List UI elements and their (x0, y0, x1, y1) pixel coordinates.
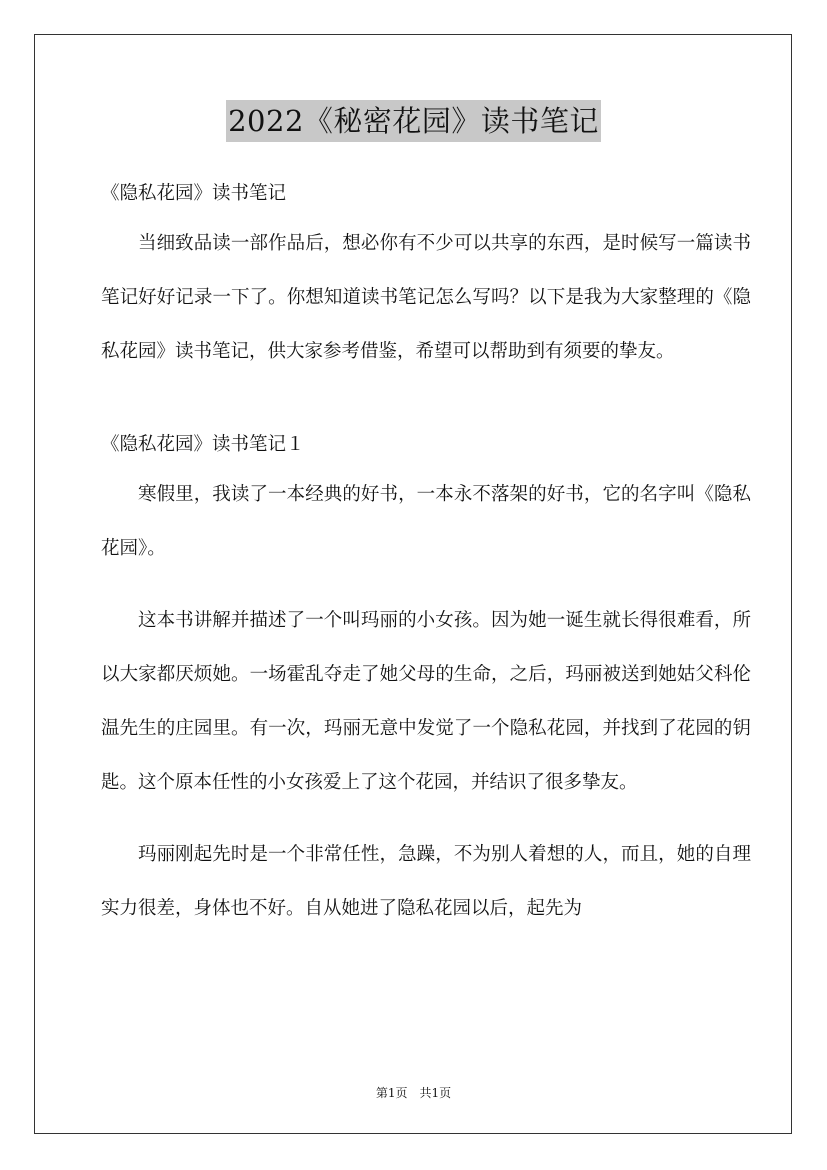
document-title: 2022《秘密花园》读书笔记 (226, 100, 601, 142)
body-paragraph: 寒假里，我读了一本经典的好书，一本永不落架的好书，它的名字叫《隐私花园》。 (101, 484, 751, 559)
intro-paragraph: 当细致品读一部作品后，想必你有不少可以共享的东西，是时候写一篇读书笔记好好记录一下了。你想知道读书笔记怎么写吗？以下是我为大家整理的《隐私花园》读书笔记，供大家参考借鉴，希望可以帮助到有须要的挚友。 (101, 233, 751, 362)
document-subtitle: 《隐私花园》读书笔记 (101, 183, 287, 204)
page-footer (0, 1084, 827, 1101)
section-heading: 《隐私花园》读书笔记１ (101, 434, 305, 455)
section-spacer (101, 379, 751, 427)
document-body (101, 176, 751, 936)
body-paragraph: 这本书讲解并描述了一个叫玛丽的小女孩。因为她一诞生就长得很难看，所以大家都厌烦她。一场霍乱夺走了她父母的生命，之后，玛丽被送到她姑父科伦温先生的庄园里。有一次，玛丽无意中发觉了一个隐私花园，并找到了花园的钥匙。这个原本任性的小女孩爱上了这个花园，并结识了很多挚友。 (101, 610, 751, 793)
title-container (0, 100, 827, 142)
page-number-label: 第1页 共1页 (375, 1086, 452, 1100)
body-paragraph: 玛丽刚起先时是一个非常任性，急躁，不为别人着想的人，而且，她的自理实力很差，身体也不好。自从她进了隐私花园以后，起先为 (101, 844, 751, 919)
